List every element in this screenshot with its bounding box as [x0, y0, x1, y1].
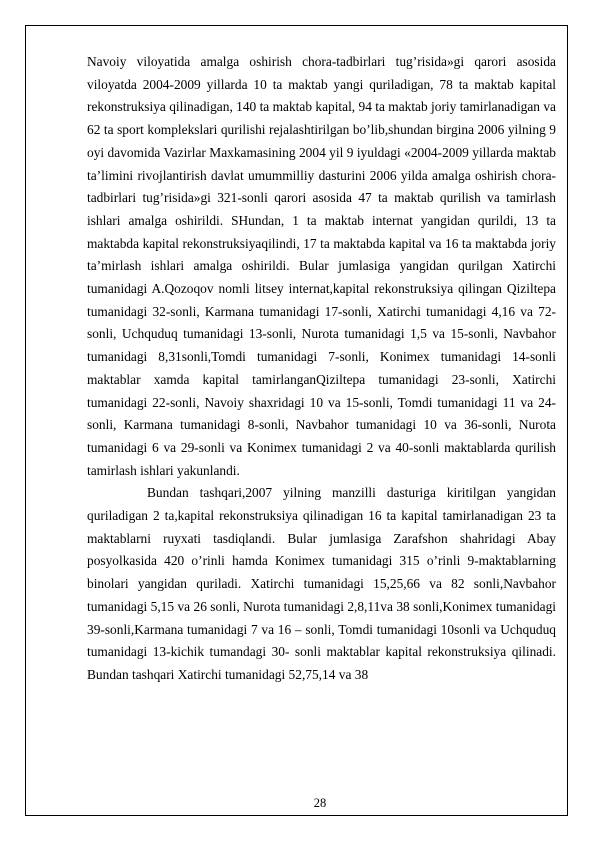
document-body [87, 51, 556, 687]
page-number: 28 [313, 796, 327, 810]
paragraph-2: Bundan tashqari,2007 yilning manzilli dasturiga kiritilgan yangidan quriladigan 2 ta,kapital rekonstruksiya qilinadigan 16 ta kapital tamirlanadigan 23 ta maktablarni ruyxati tasdiqlandi. Bular jumlasiga Zarafshon shahridagi Abay posyolkasida 420 o’rinli hamda Konimex tumanidagi 315 o’rinli 9-maktablarning binolari yangidan quriladi. Xatirchi tumanidagi 15,25,66 va 82 sonli,Navbahor tumanidagi 5,15 va 26 sonli, Nurota tumanidagi 2,8,11va 38 sonli,Konimex tumanidagi 39-sonli,Karmana tumanidagi 7 va 16 – sonli, Tomdi tumanidagi 10sonli va Uchquduq tumanidagi 13-kichik tumandagi 30- sonli maktablar kapital rekonstruksiya qilinadi. Bundan tashqari Xatirchi tumanidagi 52,75,14 va 38 [87, 485, 556, 682]
paragraph-1: Navoiy viloyatida amalga oshirish chora-tadbirlari tug’risida»gi qarori asosida viloyatda 2004-2009 yillarda 10 ta maktab yangi quriladigan, 78 ta maktab kapital rekonstruksiya qilinadigan, 140 ta maktab kapital, 94 ta maktab joriy tamirlanadigan va 62 ta sport komplekslari qurilishi rejalashtirilgan bo’lib,shundan birgina 2006 yilning 9 oyi davomida Vazirlar Maxkamasining 2004 yil 9 iyuldagi «2004-2009 yillarda maktab ta’limini rivojlantirish davlat umummilliy dasturini 2006 yilda amalga oshirish chora-tadbirlari tug’risida»gi 321-sonli qarori asosida 47 ta maktab qurilish va tamirlash ishlari amalga oshirildi. SHundan, 1 ta maktab internat yangidan qurildi, 13 ta maktabda kapital rekonstruksiyaqilindi, 17 ta maktabda kapital va 16 ta maktabda joriy ta’mirlash ishlari amalga oshirildi. Bular jumlasiga yangidan qurilgan Xatirchi tumanidagi A.Qozoqov nomli litsey internat,kapital rekonstruksiya qilingan Qiziltepa tumanidagi 32-sonli, Karmana tumanidagi 17-sonli, Xatirchi tumanidagi 4,16 va 72-sonli, Uchquduq tumanidagi 13-sonli, Nurota tumanidagi 1,5 va 15-sonli, Navbahor tumanidagi 8,31sonli,Tomdi tumanidagi 7-sonli, Konimex tumanidagi 14-sonli maktablar xamda kapital tamirlanganQiziltepa tumanidagi 23-sonli, Xatirchi tumanidagi 22-sonli, Navoiy shaxridagi 10 va 15-sonli, Tomdi tumanidagi 11 va 24-sonli, Karmana tumanidagi 8-sonli, Navbahor tumanidagi 10 va 36-sonli, Nurota tumanidagi 6 va 29-sonli va Konimex tumanidagi 2 va 40-sonli maktablarda qurilish tamirlash ishlari yakunlandi. [87, 54, 556, 478]
